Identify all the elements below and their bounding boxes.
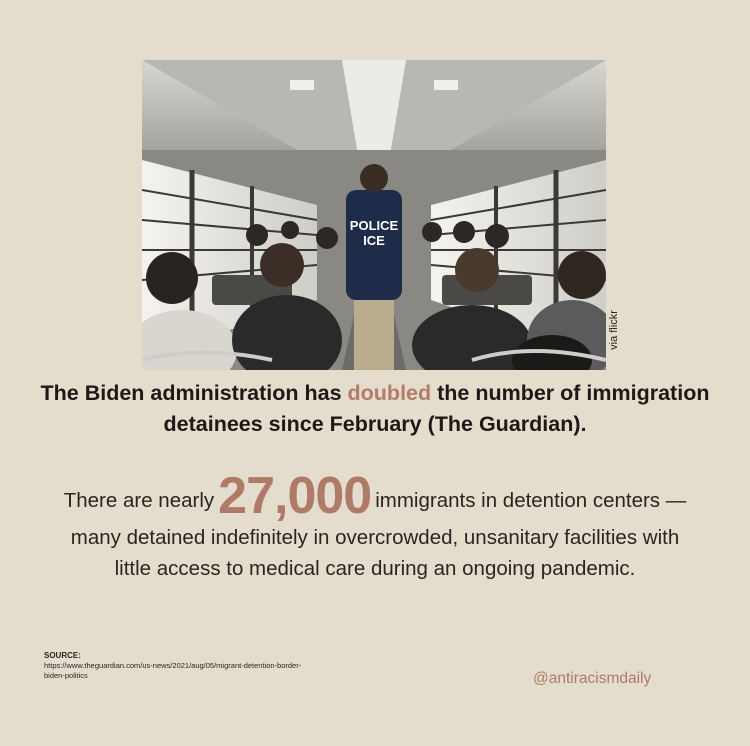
- body-prefix: There are nearly: [63, 489, 215, 512]
- source-url[interactable]: https://www.theguardian.com/us-news/2021/aug/05/migrant-detention-border-biden-politics: [44, 661, 302, 680]
- vest-text-police: POLICE: [349, 218, 399, 233]
- headline-highlight: doubled: [347, 381, 432, 405]
- headline-text-after: the number of immigration detainees since February (The Guardian).: [163, 381, 710, 436]
- bus-interior-photo: [142, 60, 606, 370]
- source-block: [44, 651, 304, 681]
- body-suffix: immigrants in detention centers — many detained indefinitely in overcrowded, unsanitary facilities with little access to medical care during an ongoing pandemic.: [70, 489, 687, 580]
- source-label: SOURCE:: [44, 651, 81, 660]
- photo-credit: via flickr: [608, 310, 621, 350]
- vest-text-ice: ICE: [363, 233, 385, 248]
- headline-text-before: The Biden administration has: [40, 381, 348, 405]
- account-handle: @antiracismdaily: [533, 670, 652, 687]
- headline: [40, 378, 710, 440]
- detainee-count: 27,000: [218, 467, 372, 525]
- body-text: [60, 467, 690, 584]
